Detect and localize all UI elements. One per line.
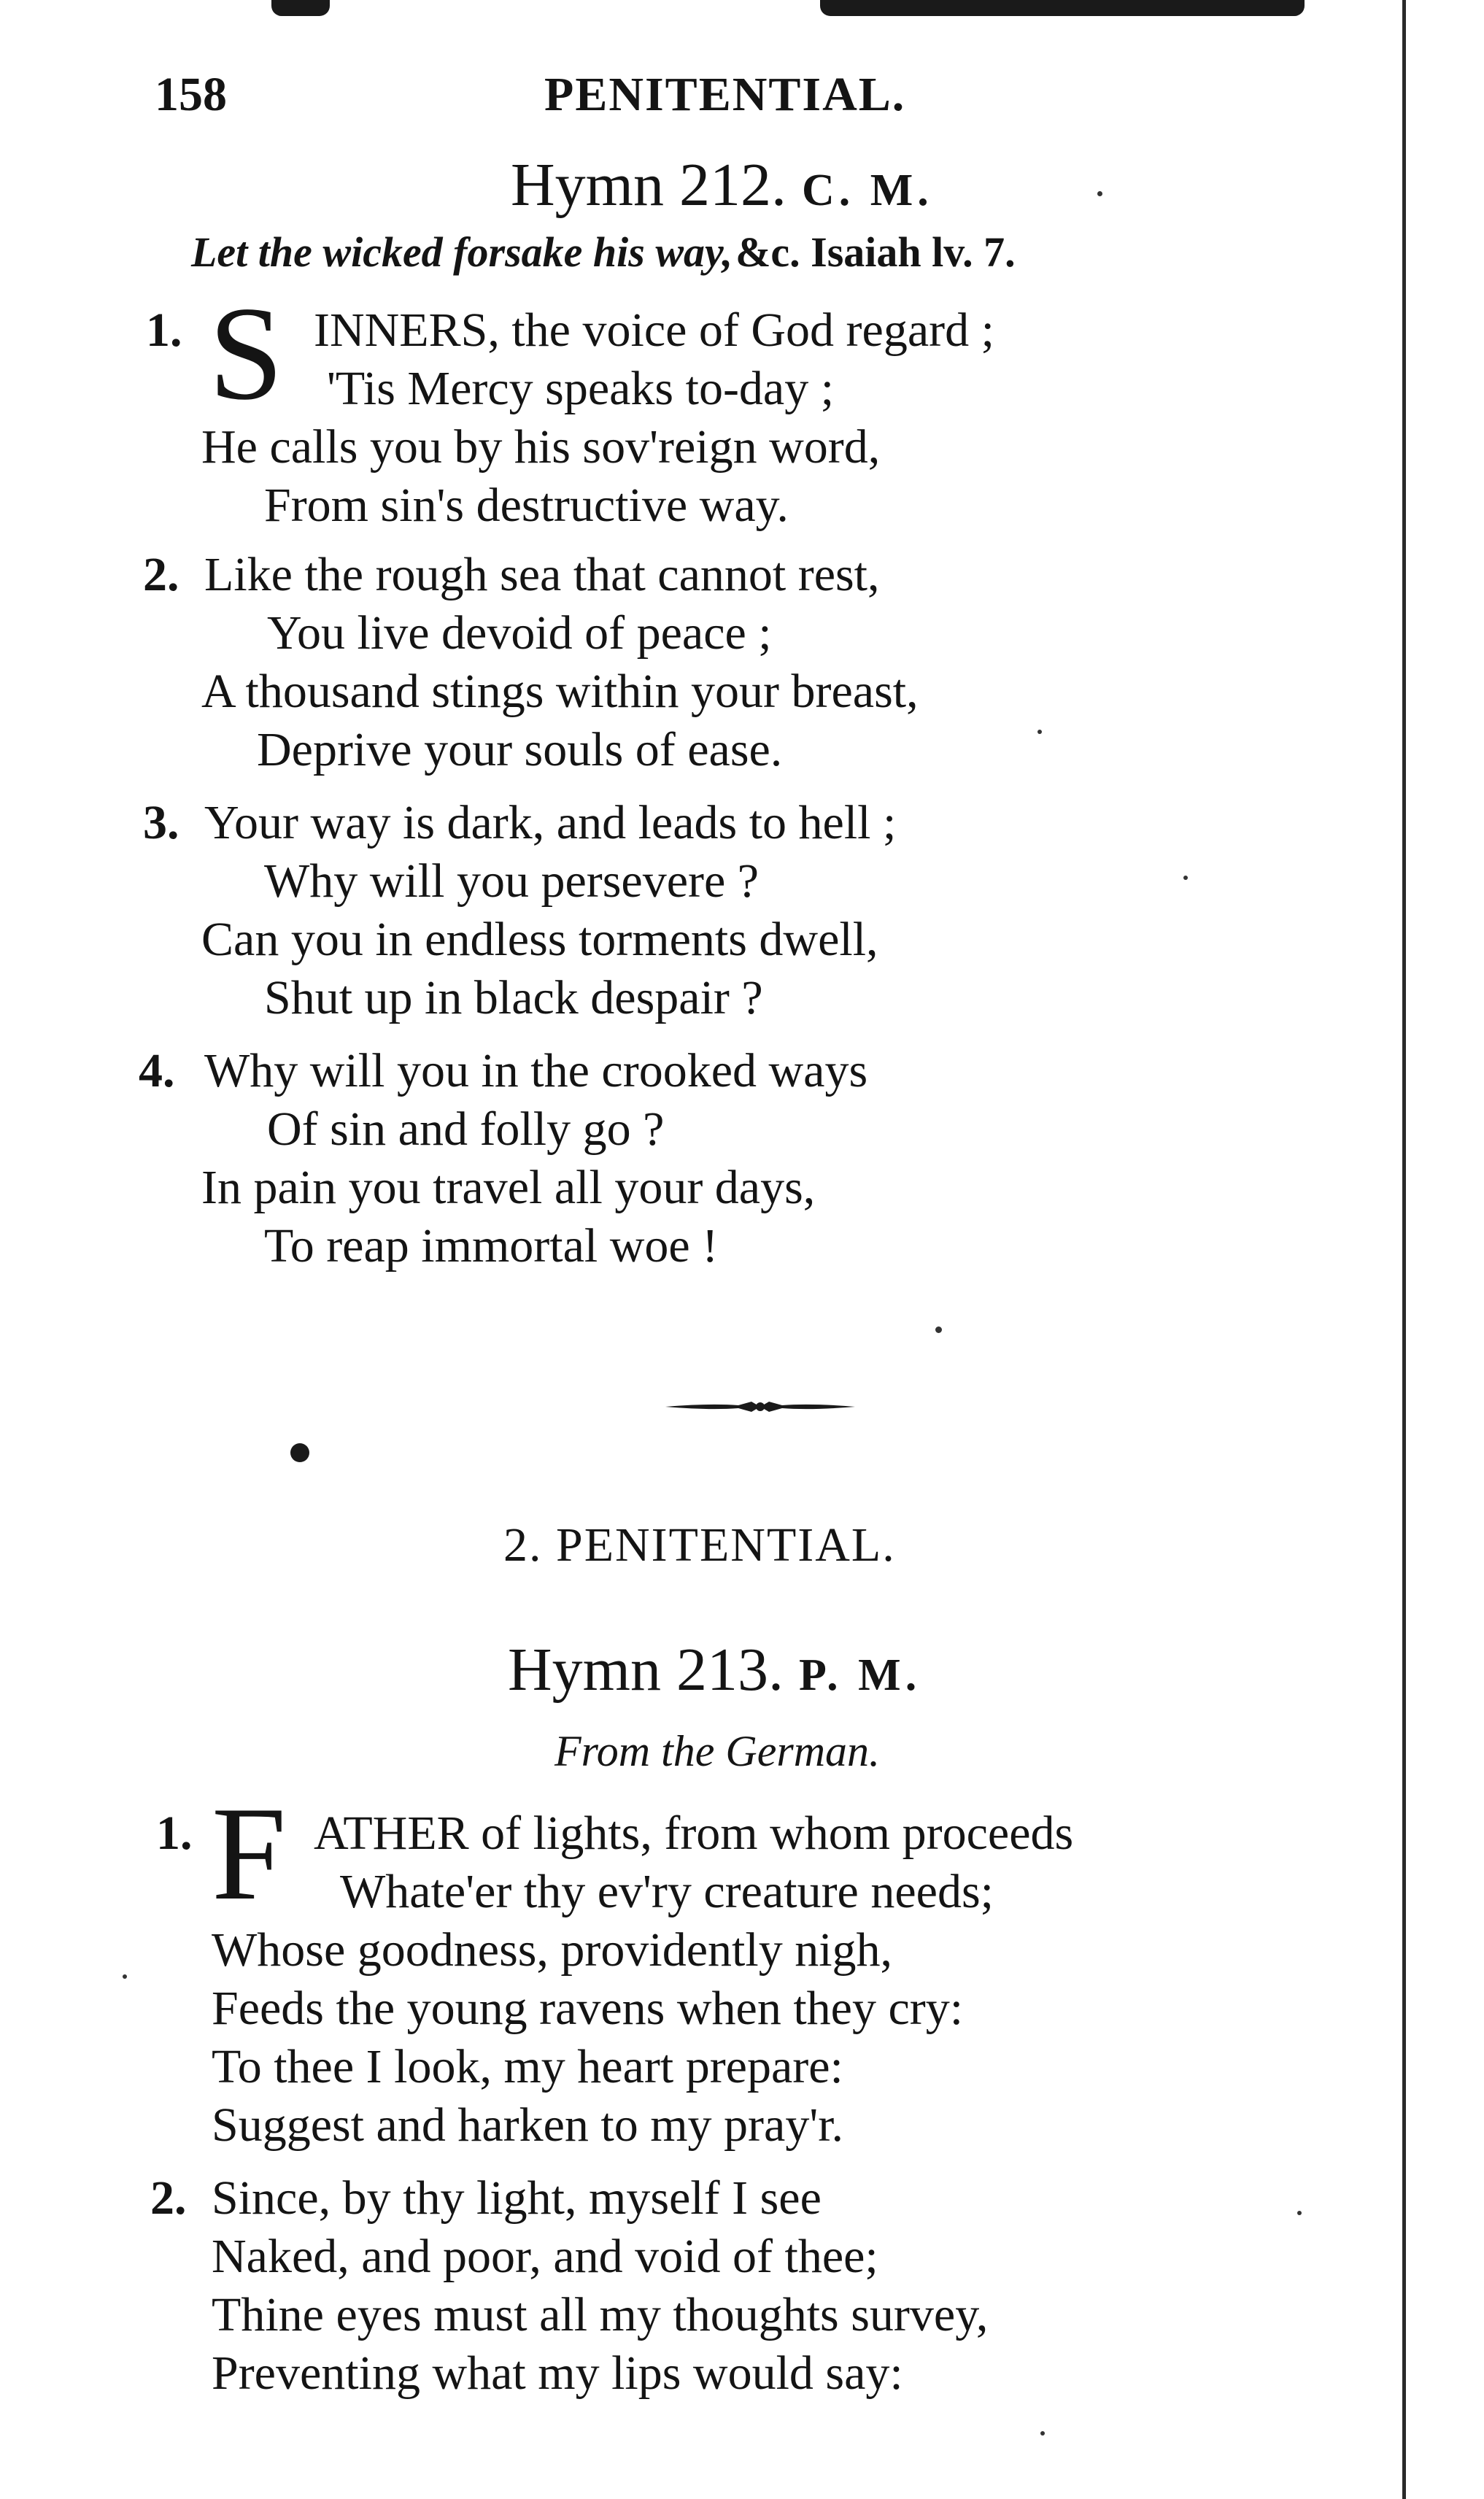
verse-line: Feeds the young ravens when they cry:	[212, 1982, 964, 2035]
hymn-212-subtitle-quote: Let the wicked forsake his way,	[191, 228, 733, 276]
previous-page-fragment	[820, 0, 1305, 16]
verse-line: Since, by thy light, myself I see	[212, 2171, 822, 2225]
verse-line: Thine eyes must all my thoughts survey,	[212, 2288, 989, 2341]
running-head: PENITENTIAL.	[544, 68, 906, 121]
verse-line: Whose goodness, providently nigh,	[212, 1923, 893, 1977]
print-speck	[1297, 2211, 1302, 2215]
drop-cap-letter: F	[212, 1779, 287, 1928]
hymn-213-title	[508, 1634, 921, 1705]
verse-line: Deprive your souls of ease.	[257, 723, 783, 776]
verse-line: Can you in endless torments dwell,	[201, 913, 878, 966]
stanza-number: 2.	[143, 548, 179, 601]
verse-line: He calls you by his sov'reign word,	[201, 420, 881, 474]
stanza-number: 4.	[139, 1044, 175, 1097]
verse-line: Why will you in the crooked ways	[204, 1044, 868, 1097]
hymn-212-meter: C. M.	[802, 166, 933, 215]
verse-line: You live devoid of peace ;	[267, 606, 772, 660]
stanza-number: 2.	[150, 2171, 187, 2225]
verse-line: 'Tis Mercy speaks to-day ;	[327, 362, 835, 415]
hymn-213-number: Hymn 213.	[508, 1636, 784, 1704]
verse-line: Shut up in black despair ?	[264, 971, 763, 1024]
print-speck	[1183, 876, 1188, 880]
stanza-number: 1.	[156, 1807, 193, 1860]
verse-line: Your way is dark, and leads to hell ;	[204, 796, 897, 849]
ink-mark	[290, 1443, 309, 1462]
print-speck	[935, 1326, 942, 1333]
verse-line: Of sin and folly go ?	[267, 1102, 665, 1156]
verse-line: INNERS, the voice of God regard ;	[314, 304, 994, 357]
page-number: 158	[155, 68, 227, 121]
verse-line: Naked, and poor, and void of thee;	[212, 2230, 878, 2283]
print-speck	[123, 1974, 127, 1979]
verse-line: From sin's destructive way.	[264, 479, 789, 532]
binding-edge-rule	[1402, 0, 1406, 2499]
hymn-212-scripture-ref: &c. Isaiah lv. 7.	[735, 228, 1016, 276]
stanza-number: 3.	[143, 796, 179, 849]
verse-line: Why will you persevere ?	[264, 854, 760, 908]
section-divider-ornament	[665, 1396, 855, 1418]
verse-line: Whate'er thy ev'ry creature needs;	[340, 1865, 994, 1918]
verse-line: A thousand stings within your breast,	[201, 665, 919, 718]
hymn-212-title	[511, 150, 933, 220]
hymn-213-subtitle: From the German.	[554, 1727, 881, 1775]
hymn-213-meter: P. M.	[799, 1650, 921, 1700]
section-heading: 2. PENITENTIAL.	[503, 1518, 896, 1572]
hymn-212-subtitle	[191, 228, 1016, 277]
verse-line: Like the rough sea that cannot rest,	[204, 548, 880, 601]
print-speck	[1040, 2431, 1045, 2436]
verse-line: To reap immortal woe !	[264, 1219, 719, 1272]
stanza-number: 1.	[146, 304, 182, 357]
drop-cap-letter: S	[209, 279, 284, 428]
previous-page-fragment	[271, 0, 330, 16]
print-speck	[1037, 730, 1042, 734]
print-speck	[1097, 191, 1102, 196]
verse-line: Suggest and harken to my pray'r.	[212, 2098, 844, 2152]
verse-line: In pain you travel all your days,	[201, 1161, 816, 1214]
verse-line: ATHER of lights, from whom proceeds	[314, 1807, 1074, 1860]
verse-line: To thee I look, my heart prepare:	[212, 2040, 843, 2093]
verse-line: Preventing what my lips would say:	[212, 2347, 903, 2400]
hymn-212-number: Hymn 212.	[511, 151, 787, 219]
